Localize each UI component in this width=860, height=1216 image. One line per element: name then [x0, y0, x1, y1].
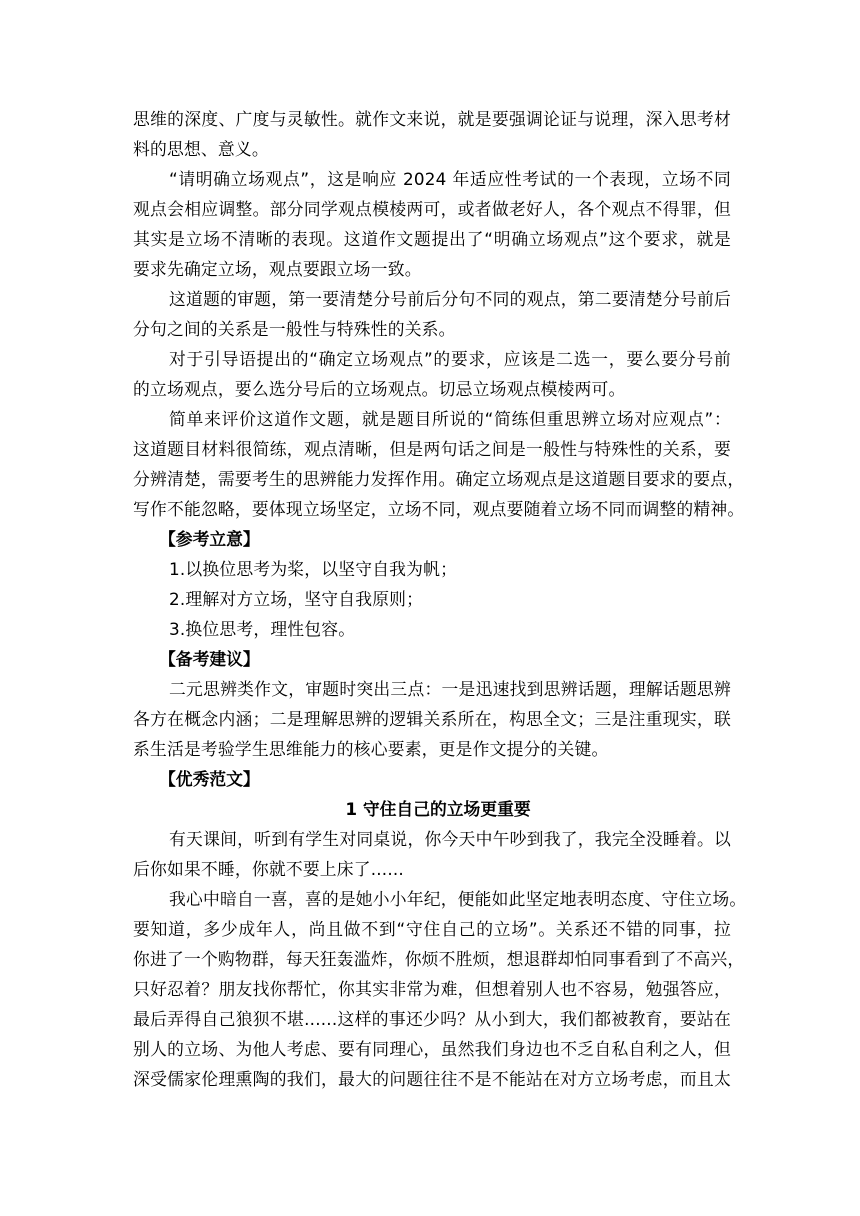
text-line: 其实是立场不清晰的表现。这道作文题提出了“明确立场观点”这个要求，就是	[133, 229, 731, 249]
paragraph-8	[133, 884, 747, 1094]
ideas-list	[133, 554, 731, 644]
paragraph-5	[133, 404, 745, 524]
text-line: 后你如果不睡，你就不要上床了......	[133, 859, 404, 879]
text-line: 写作不能忽略，要体现立场坚定，立场不同，观点要随着立场不同而调整的精神。	[133, 499, 745, 519]
text-line: 有天课间，听到有学生对同桌说，你今天中午吵到我了，我完全没睡着。以	[169, 829, 731, 849]
essay-title: 1 守住自己的立场更重要	[345, 799, 531, 819]
text-line: 你进了一个购物群，每天狂轰滥炸，你烦不胜烦，想退群却怕同事看到了不高兴，	[133, 949, 745, 969]
text-line: 我心中暗自一喜，喜的是她小小年纪，便能如此坚定地表明态度、守住立场。	[169, 889, 747, 909]
text-line: 分句之间的关系是一般性与特殊性的关系。	[133, 319, 456, 339]
text-line: 要求先确定立场，观点要跟立场一致。	[133, 259, 422, 279]
text-line: 只好忍着？朋友找你帮忙，你其实非常为难，但想着别人也不容易，勉强答应，	[133, 979, 731, 999]
list-item: 1.以换位思考为桨，以坚守自我为帆；	[169, 559, 458, 579]
text-line: “请明确立场观点”，这是响应 2024 年适应性考试的一个表现，立场不同	[169, 169, 731, 189]
document-body	[133, 104, 747, 1094]
paragraph-3	[133, 284, 731, 344]
text-line: 这道题的审题，第一要清楚分号前后分句不同的观点，第二要清楚分号前后	[169, 289, 731, 309]
list-item: 2.理解对方立场，坚守自我原则；	[169, 589, 424, 609]
text-line: 系生活是考验学生思维能力的核心要素，更是作文提分的关键。	[133, 739, 609, 759]
section-heading-suggestion: 【备考建议】	[159, 649, 260, 669]
section-heading-essay: 【优秀范文】	[159, 769, 260, 789]
text-line: 深受儒家伦理熏陶的我们，最大的问题往往不是不能站在对方立场考虑，而且太	[133, 1069, 731, 1089]
text-line: 别人的立场、为他人考虑、要有同理心，虽然我们身边也不乏自私自利之人，但	[133, 1039, 731, 1059]
text-line: 最后弄得自己狼狈不堪......这样的事还少吗？从小到大，我们都被教育，要站在	[133, 1009, 731, 1029]
paragraph-6	[133, 674, 731, 764]
text-line: 料的思想、意义。	[133, 139, 269, 159]
paragraph-2	[133, 164, 731, 284]
text-line: 各方在概念内涵；二是理解思辨的逻辑关系所在，构思全文；三是注重现实，联	[133, 709, 731, 729]
text-line: 观点会相应调整。部分同学观点模棱两可，或者做老好人，各个观点不得罪，但	[133, 199, 731, 219]
paragraph-4	[133, 344, 731, 404]
text-line: 这道题目材料很简练，观点清晰，但是两句话之间是一般性与特殊性的关系，要	[133, 439, 731, 459]
text-line: 的立场观点，要么选分号后的立场观点。切忌立场观点模棱两可。	[133, 379, 626, 399]
text-line: 二元思辨类作文，审题时突出三点：一是迅速找到思辨话题，理解话题思辨	[169, 679, 731, 699]
text-line: 简单来评价这道作文题，就是题目所说的“简练但重思辨立场对应观点”：	[169, 409, 731, 429]
text-line: 思维的深度、广度与灵敏性。就作文来说，就是要强调论证与说理，深入思考材	[133, 109, 731, 129]
list-item: 3.换位思考，理性包容。	[169, 619, 356, 639]
text-line: 分辨清楚，需要考生的思辨能力发挥作用。确定立场观点是这道题目要求的要点，	[133, 469, 745, 489]
text-line: 要知道，多少成年人，尚且做不到“守住自己的立场”。关系还不错的同事，拉	[133, 919, 731, 939]
paragraph-7	[133, 824, 731, 884]
text-line: 对于引导语提出的“确定立场观点”的要求，应该是二选一，要么要分号前	[169, 349, 731, 369]
paragraph-1	[133, 104, 731, 164]
section-heading-reference: 【参考立意】	[159, 529, 260, 549]
